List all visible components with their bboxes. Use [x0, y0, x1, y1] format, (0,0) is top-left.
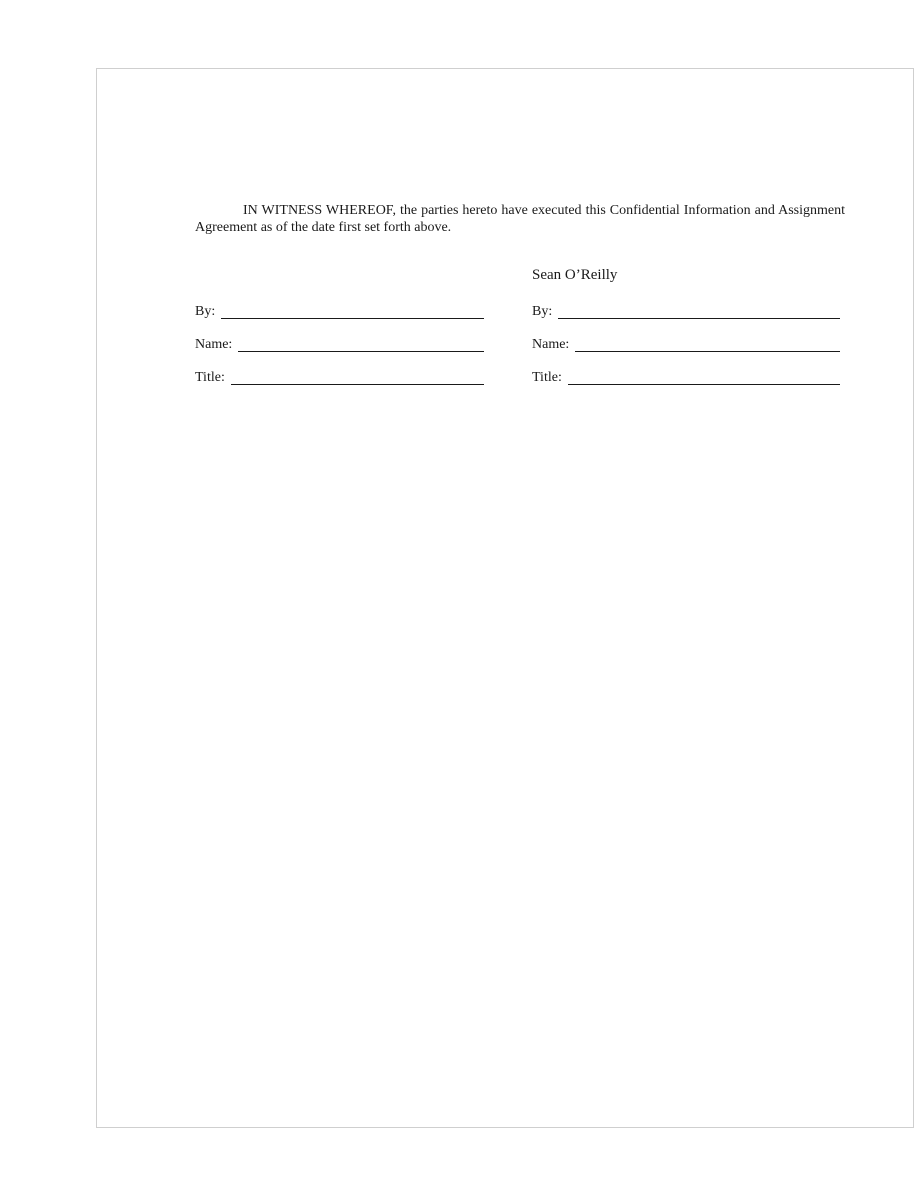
title-label: Title: [195, 370, 225, 385]
name-label: Name: [195, 337, 233, 352]
name-line[interactable] [238, 337, 484, 352]
signature-row-title [195, 368, 484, 386]
signature-row-by [532, 302, 840, 320]
document-page [96, 68, 914, 1128]
party-name: Sean O’Reilly [532, 267, 618, 283]
name-label: Name: [532, 337, 570, 352]
title-line[interactable] [568, 370, 840, 385]
signature-row-title [532, 368, 840, 386]
signature-row-name [195, 335, 484, 353]
signature-row-name [532, 335, 840, 353]
signature-section [195, 264, 845, 394]
by-label: By: [532, 304, 553, 319]
title-label: Title: [532, 370, 562, 385]
signature-line[interactable] [558, 304, 840, 319]
document-content [195, 202, 845, 385]
title-line[interactable] [231, 370, 484, 385]
signature-row-by [195, 302, 484, 320]
signature-line[interactable] [221, 304, 484, 319]
by-label: By: [195, 304, 216, 319]
witness-paragraph: IN WITNESS WHEREOF, the parties hereto have executed this Confidential Information and Assignment Agreement as of the date first set forth above. [195, 203, 845, 235]
name-line[interactable] [575, 337, 840, 352]
